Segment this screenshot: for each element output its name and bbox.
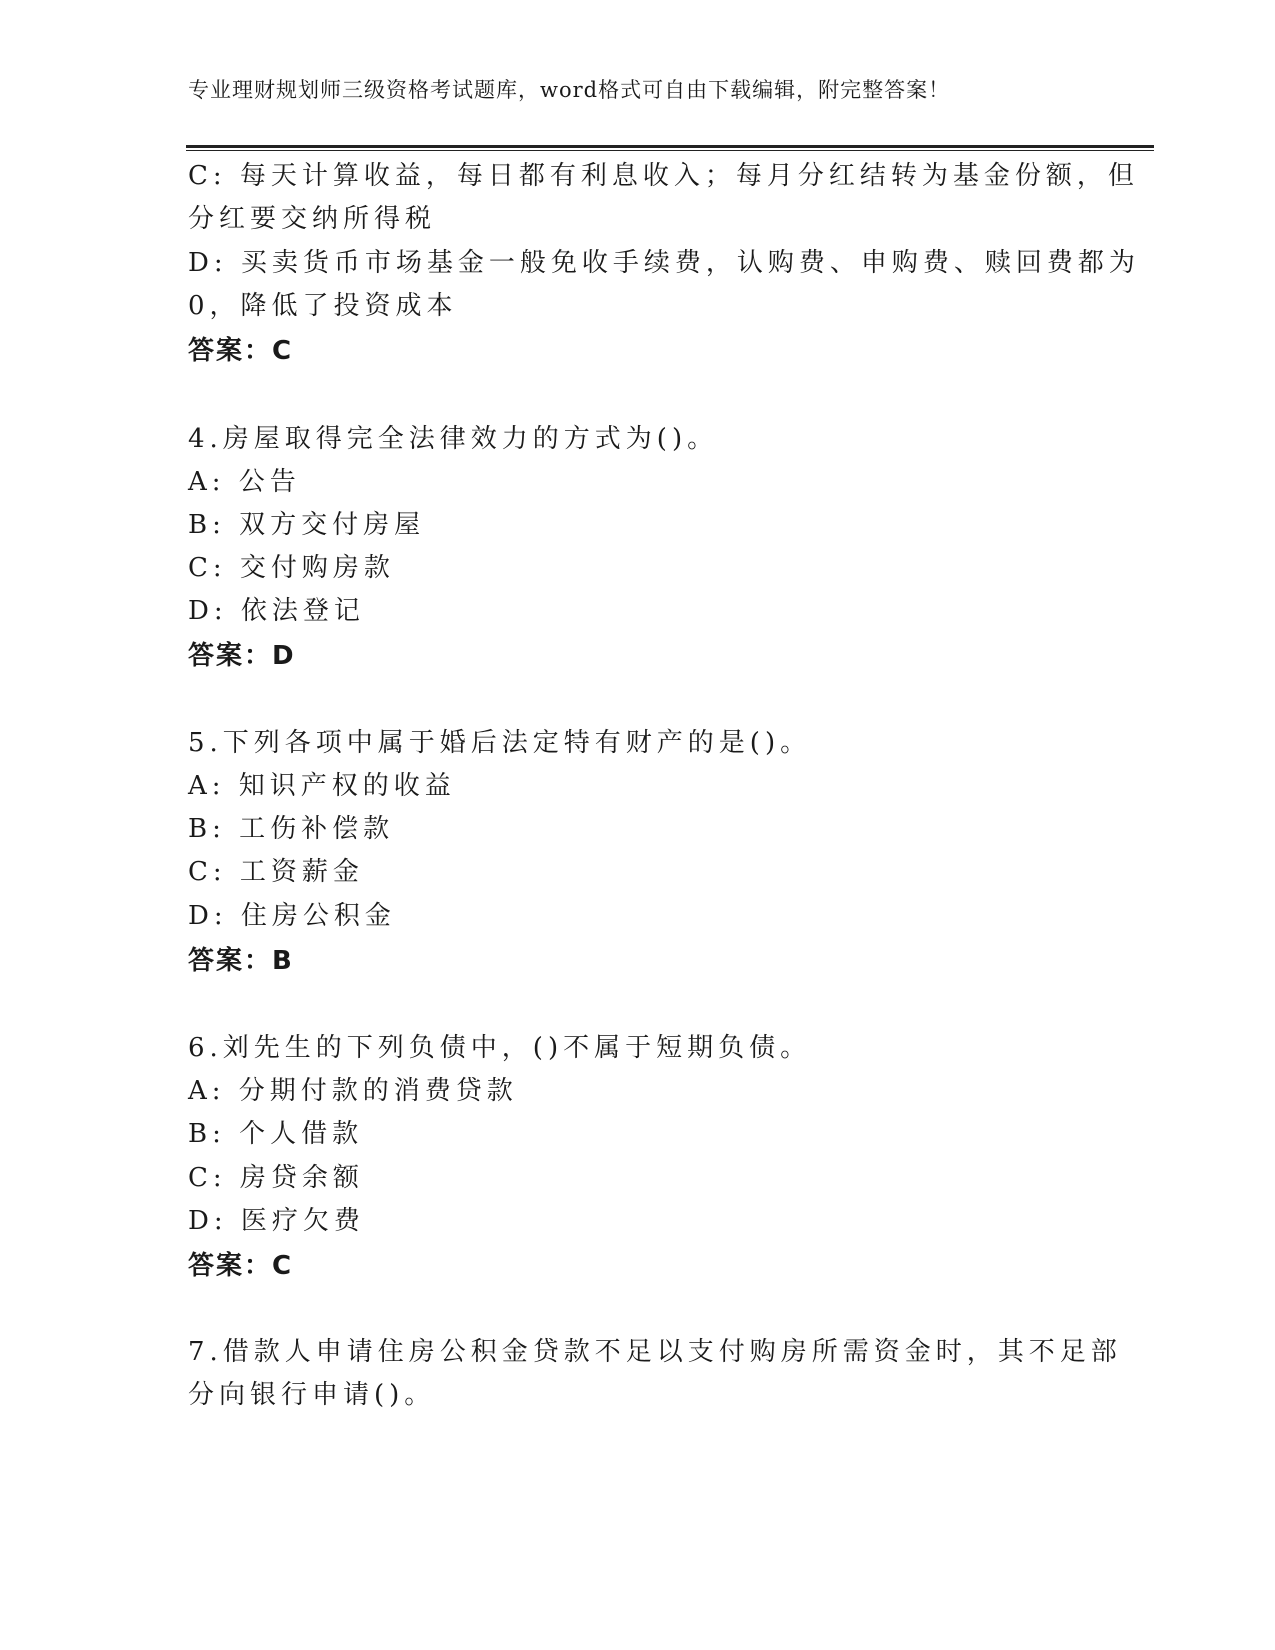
question-5-option-a: A: 知识产权的收益	[188, 771, 456, 801]
answer-3: 答案：C	[188, 336, 294, 366]
question-6-option-c: C: 房贷余额	[188, 1163, 364, 1193]
answer-4: 答案：D	[188, 641, 296, 671]
question-6-option-b: B: 个人借款	[188, 1119, 364, 1149]
question-6-stem: 6.刘先生的下列负债中，()不属于短期负债。	[188, 1033, 812, 1063]
option-c-line2: 分红要交纳所得税	[188, 204, 437, 234]
header-rule-thick	[186, 145, 1154, 148]
question-5-option-d: D: 住房公积金	[188, 901, 396, 931]
question-6-option-a: A: 分期付款的消费贷款	[188, 1076, 518, 1106]
option-d-line1: D: 买卖货币市场基金一般免收手续费，认购费、申购费、赎回费都为	[188, 248, 1140, 278]
option-d-line2: 0，降低了投资成本	[188, 291, 458, 321]
question-4-option-a: A: 公告	[188, 467, 301, 497]
question-5-option-c: C: 工资薪金	[188, 857, 364, 887]
option-c-line1: C: 每天计算收益，每日都有利息收入；每月分红结转为基金份额，但	[188, 161, 1139, 191]
question-4-option-b: B: 双方交付房屋	[188, 510, 426, 540]
question-6-option-d: D: 医疗欠费	[188, 1206, 365, 1236]
question-4-option-c: C: 交付购房款	[188, 553, 395, 583]
answer-5: 答案：B	[188, 946, 294, 976]
header-rule-thin	[186, 150, 1154, 151]
page-header: 专业理财规划师三级资格考试题库，word格式可自由下载编辑，附完整答案！	[188, 78, 951, 102]
question-5-stem: 5.下列各项中属于婚后法定特有财产的是()。	[188, 728, 812, 758]
question-7-stem-line2: 分向银行申请()。	[188, 1380, 436, 1410]
question-7-stem-line1: 7.借款人申请住房公积金贷款不足以支付购房所需资金时，其不足部	[188, 1337, 1122, 1367]
question-5-option-b: B: 工伤补偿款	[188, 814, 395, 844]
answer-6: 答案：C	[188, 1251, 294, 1281]
question-4-stem: 4.房屋取得完全法律效力的方式为()。	[188, 424, 719, 454]
question-4-option-d: D: 依法登记	[188, 596, 365, 626]
